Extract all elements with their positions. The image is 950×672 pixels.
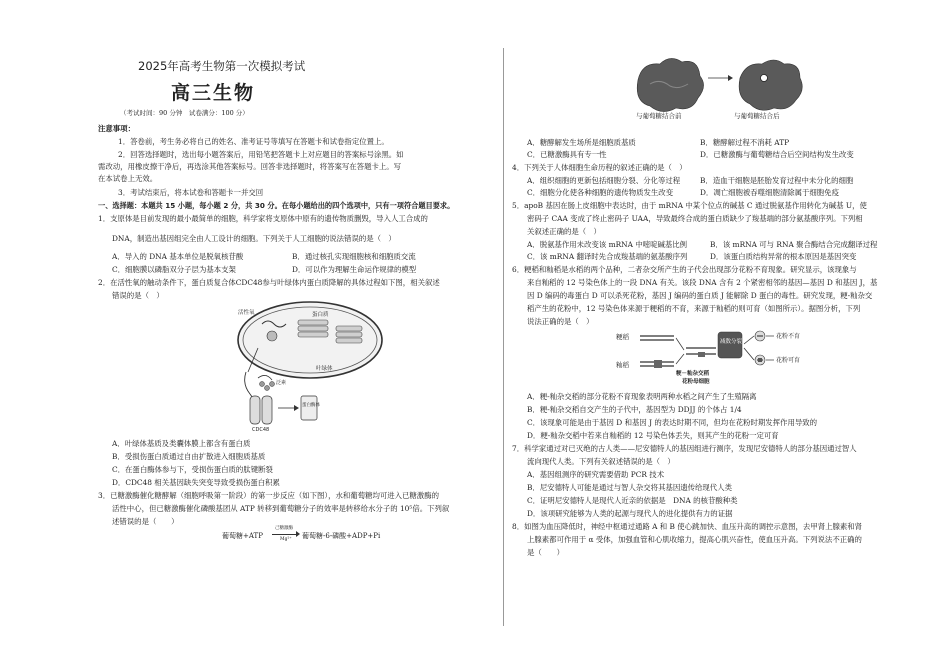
fig-label-hybrid-2: 花粉母细胞 [682,379,710,385]
q2-option-d: D．CDC48 相关基因缺失突变导致受损伤蛋白积累 [112,478,280,487]
q1-option-b: B．通过核孔实现细胞核和细胞质交流 [292,252,416,261]
q7-option-a: A．基因组测序的研究需要借助 PCR 技术 [527,470,665,479]
q8-stem-3: 是（ ） [527,548,564,557]
q1-stem-2: DNA，制造出基因组完全由人工设计的细胞。下列关于人工细胞的说法错误的是（ ） [112,234,396,243]
q4-option-b: B．造血干细胞是胚胎发育过程中未分化的细胞 [700,176,854,185]
q5-option-d: D．该蛋白质结构异常的根本原因是基因突变 [710,252,857,261]
q3-option-b: B．糖酵解过程不消耗 ATP [700,138,790,147]
fig-label-ros: 活性氧 [238,310,255,316]
fig-label-after: 与葡萄糖结合后 [734,112,780,120]
q1-option-a: A．导入的 DNA 基本单位是脱氧核苷酸 [112,252,244,261]
q6-option-b: B．粳-籼杂交稻自交产生的子代中，基因型为 DDJJ 的个体占 1/4 [527,405,742,414]
q2-stem-2: 错误的是（ ） [112,291,164,300]
q3-stem-2: 活性中心，但已糖激酶催化磷酸基团从 ATP 转移到葡萄糖分子的效率是转移给水分子的 10⁵倍。下列叙 [112,504,450,513]
q3-eq-enzyme: 己糖激酶 [275,526,293,531]
q5-stem-1: 5．apoB 基因在肠上皮细胞中表达时，由于 mRNA 中某个位点的碱基 C 通过脱氨基作用转化为碱基 U，使 [512,201,867,210]
q6-option-c: C．该现象可能是由于基因 D 和基因 J 的表达时期不同，但均在花粉时期发挥作用导致的 [527,418,818,427]
q3-eq-arrowhead [296,531,300,537]
q1-option-d: D．可以作为理解生命运作规律的模型 [292,265,417,274]
fig-label-hybrid-1: 粳－籼杂交稻 [676,371,710,377]
q2-stem-1: 2．在活性氧的触动条件下，蛋白质复合体CDC48参与叶绿体内蛋白质降解的具体过程如下图，相关叙述 [98,278,440,287]
q8-stem-2: 上腺素都可作用于 α 受体，加强血管和心肌收缩力，提高心肌兴奋性，使血压升高。下列说法不正确的 [527,535,862,544]
q3-eq-cofactor: Mg²⁺ [280,537,292,542]
fig-label-proteasome: 蛋白酶体 [302,403,320,408]
column-divider [503,48,504,626]
q7-option-b: B．尼安德特人可能是通过与智人杂交将其基因遗传给现代人类 [527,483,732,492]
fig-label-before: 与葡萄糖结合前 [636,112,682,120]
note-3: 3．考试结束后，将本试卷和答题卡一并交回 [118,188,264,197]
fig-label-ubiquitin: 泛素 [276,380,287,386]
note-2a: 2．回答选择题时，选出每小题答案后，用铅笔把答题卡上对应题目的答案标号涂黑。如 [118,150,404,159]
q5-stem-3: 关叙述正确的是（ ） [527,227,601,236]
fig-label-cdc48: CDC48 [252,427,270,433]
q7-stem-1: 7．科学家通过对已灭绝的古人类——尼安德特人的基因组进行测序，发现尼安德特人的部分基因通过智人 [512,444,857,453]
notes-heading: 注意事项： [98,124,135,133]
q6-stem-5: 说法正确的是（ ） [527,317,594,326]
q6-stem-2: 来自籼稻的 12 号染色体上的一段 DNA 有关。该段 DNA 含有 2 个紧密相邻的基因—基因 D 和基因 J，基 [527,278,878,287]
section-1-heading: 一、选择题：本题共 15 小题，每小题 2 分，共 30 分。在每小题给出的四个选项中，只有一项符合题目要求。 [98,201,455,210]
q3-option-c: C．已糖激酶具有专一性 [527,150,607,159]
q5-option-b: B．该 mRNA 可与 RNA 聚合酶结合完成翻译过程 [710,240,878,249]
q4-option-d: D．凋亡细胞被吞噬细胞清除属于细胞免疫 [700,188,839,197]
fig-label-protein: 蛋白质 [312,312,329,318]
q2-option-c: C．在蛋白酶体参与下，受损伤蛋白质的肽键断裂 [112,465,273,474]
hexokinase-conformation-figure [628,50,828,120]
exam-meta: （考试时间：90 分钟 试卷满分：100 分） [120,109,249,117]
q3-eq-right: 葡萄糖-6-磷酸+ADP+Pi [302,532,381,540]
fig-label-sterile: 花粉不育 [776,333,801,340]
q5-option-c: C．该 mRNA 翻译时先合成羧基端的氨基酸序列 [527,252,688,261]
q6-option-d: D．粳-籼杂交稻中若来自籼稻的 12 号染色体丢失，则其产生的花粉一定可育 [527,431,779,440]
q7-option-d: D．该项研究能够为人类的起源与现代人的进化提供有力的证据 [527,509,733,518]
q4-option-a: A．组织细胞的更新包括细胞分裂、分化等过程 [527,176,681,185]
q3-option-d: D．已糖激酶与葡萄糖结合后空间结构发生改变 [700,150,854,159]
q2-option-b: B．受损伤蛋白质通过自由扩散进入细胞质基质 [112,452,266,461]
q5-stem-2: 密码子 CAA 变成了终止密码子 UAA，导致最终合成的蛋白质缺少了羧基端的部分氨基酸序列。下列相 [527,214,863,223]
q7-stem-2: 流向现代人类。下列有关叙述错误的是（ ） [527,457,675,466]
note-1: 1．答卷前，考生务必将自己的姓名、准考证号等填写在答题卡和试卷指定位置上。 [118,137,389,146]
q5-option-a: A．脱氨基作用未改变该 mRNA 中嘧啶碱基比例 [527,240,688,249]
q6-option-a: A．粳-籼杂交稻的部分花粉不育现象表明两种水稻之间产生了生殖隔离 [527,392,757,401]
fig-label-meiosis: 减数分裂 [720,339,743,345]
fig-label-xian: 籼稻 [616,361,629,369]
q1-option-c: C．细胞膜以磷脂双分子层为基本支架 [112,265,236,274]
q4-option-c: C．细胞分化使各种细胞的遗传物质发生改变 [527,188,674,197]
q3-eq-arrow [272,534,298,535]
q1-stem-1: 1．支原体是目前发现的最小最简单的细胞，科学家将支原体中原有的遗传物质删毁，导入人工合成的 [98,214,428,223]
q6-stem-3: 因 D 编码的毒蛋白 D 可以杀死花粉，基因 J 编码的蛋白质 J 能解除 D 蛋白的毒性。研究发现，粳-籼杂交 [527,291,873,300]
q3-stem-1: 3．已糖激酶催化糖酵解（细胞呼吸第一阶段）的第一步反应（如下图），水和葡萄糖均可进入已糖激酶的 [98,491,439,500]
q2-option-a: A．叶绿体基质及类囊体膜上都含有蛋白质 [112,439,251,448]
q3-eq-left: 葡萄糖+ATP [222,532,263,540]
fig-label-jing: 粳稻 [616,333,629,341]
q7-option-c: C．证明尼安德特人是现代人近亲的依据是 DNA 的核苷酸种类 [527,496,738,505]
q3-option-a: A．糖酵解发生场所是细胞质基质 [527,138,636,147]
q8-stem-1: 8．如图为血压降低时，神经中枢通过通路 A 和 B 使心跳加快、血压升高的调控示意图，去甲肾上腺素和肾 [512,522,863,531]
note-2c: 在本试卷上无效。 [98,174,158,183]
fig-label-fertile: 花粉可育 [776,357,801,364]
q6-stem-1: 6．粳稻和籼稻是水稻的两个品种，二者杂交所产生的子代会出现部分花粉不育现象。研究显示，该现象与 [512,265,857,274]
q2-chloroplast-figure [228,298,388,433]
note-2b: 需改动，用橡皮擦干净后，再选涂其他答案标号。回答非选择题时，将答案写在答题卡上。写 [98,162,402,171]
exam-title: 2025年高考生物第一次模拟考试 [138,59,306,73]
q3-stem-3: 述错误的是（ ） [112,517,179,526]
q6-stem-4: 稻产生的花粉中，12 号染色体来源于粳稻的不育，来源于籼稻的则可育（如图所示）。据图分析，下列 [527,304,861,313]
q6-rice-hybrid-figure [614,326,814,386]
subject-title: 高三生物 [171,82,256,104]
q4-stem: 4．下列关于人体细胞生命历程的叙述正确的是（ ） [512,163,687,172]
fig-label-chloroplast: 叶绿体 [316,366,333,372]
